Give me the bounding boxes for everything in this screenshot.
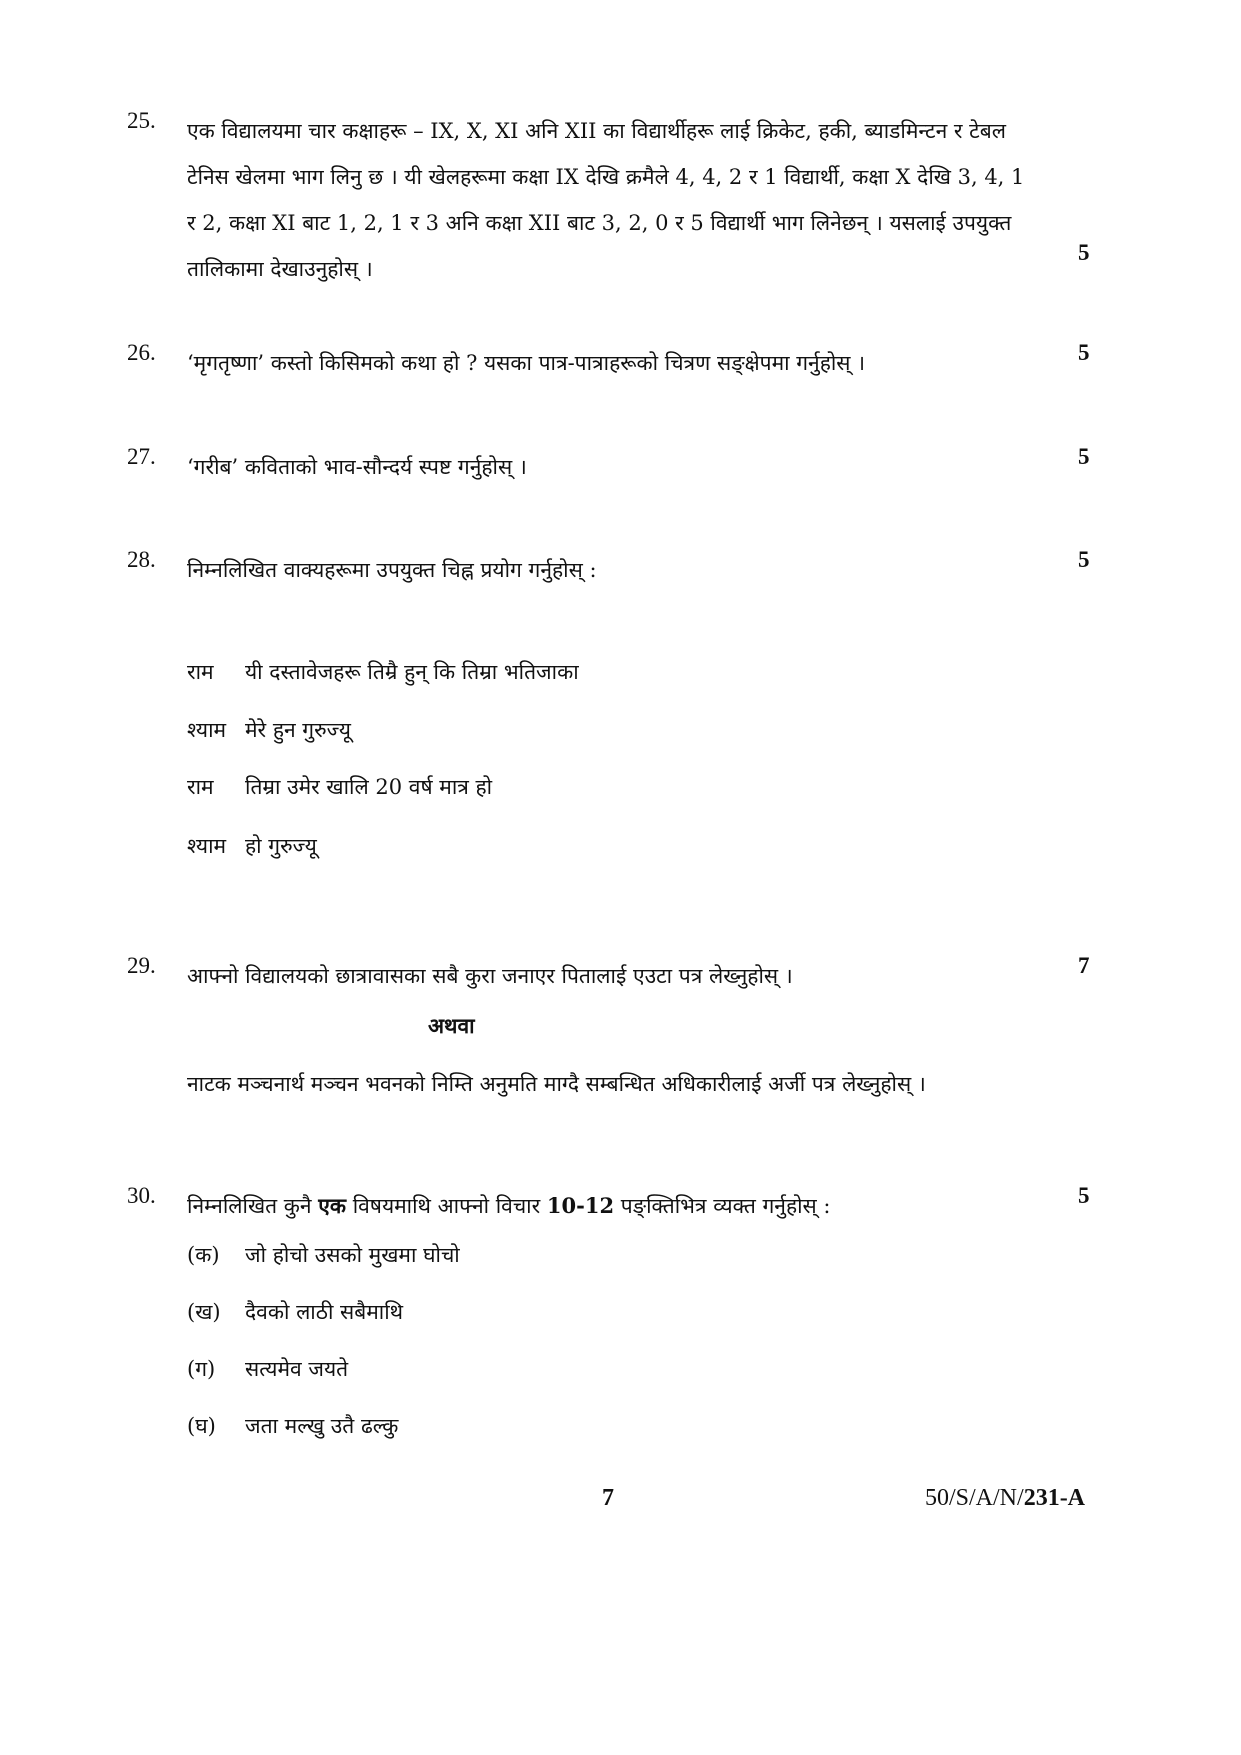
question-number: 25. (127, 108, 156, 133)
or-label: अथवा (428, 1013, 475, 1038)
question-marks: 5 (1078, 240, 1090, 265)
question-line: तालिकामा देखाउनुहोस् । (187, 257, 373, 281)
question-line: आफ्नो विद्यालयको छात्रावासका सबै कुरा जनाएर पितालाई एउटा पत्र लेख्नुहोस् । (187, 964, 793, 988)
paper-code-suffix: 231-A (1023, 1485, 1086, 1511)
dialogue-line (187, 773, 492, 801)
question-number: 27. (127, 444, 156, 469)
alternative-question: नाटक मञ्चनार्थ मञ्चन भवनको निम्ति अनुमति माग्दै सम्बन्धित अधिकारीलाई अर्जी पत्र लेख्नुहोस् । (187, 1072, 926, 1096)
question-line (187, 1183, 1067, 1229)
question-marks: 5 (1078, 547, 1090, 572)
question-number: 28. (127, 547, 156, 572)
question-line: निम्नलिखित वाक्यहरूमा उपयुक्त चिह्न प्रयोग गर्नुहोस् : (187, 558, 597, 582)
option-label: (घ) (187, 1414, 216, 1438)
option-text: सत्यमेव जयते (245, 1357, 349, 1381)
question-marks: 7 (1078, 953, 1090, 978)
dialogue-text: मेरे हुन गुरुज्यू (245, 718, 351, 742)
dialogue-speaker: श्याम (187, 718, 227, 742)
dialogue-speaker: राम (187, 775, 214, 799)
paper-code-prefix: 50/S/A/N/ (925, 1485, 1024, 1511)
page-number: 7 (602, 1485, 614, 1511)
option-label: (ख) (187, 1300, 221, 1324)
dialogue-text: तिम्रा उमेर खालि 20 वर्ष मात्र हो (245, 775, 493, 799)
dialogue-line (187, 832, 317, 860)
option-item (187, 1412, 398, 1440)
question-text-part: विषयमाथि आफ्नो विचार (352, 1194, 541, 1218)
option-text: जो होचो उसको मुखमा घोचो (245, 1243, 460, 1267)
question-text-part: पङ्क्तिभित्र व्यक्त गर्नुहोस् : (620, 1194, 831, 1218)
question-line: ‘गरीब’ कविताको भाव-सौन्दर्य स्पष्ट गर्नुहोस् । (187, 455, 527, 479)
dialogue-speaker: राम (187, 660, 214, 684)
question-text (187, 340, 1067, 386)
question-line: टेनिस खेलमा भाग लिनु छ । यी खेलहरूमा कक्षा IX देखि क्रमैले 4, 4, 2 र 1 विद्यार्थी, कक्षा X देखि 3, 4, 1 (187, 165, 1025, 189)
question-text (187, 108, 1067, 292)
question-line: ‘मृगतृष्णा’ कस्तो किसिमको कथा हो ? यसका पात्र-पात्राहरूको चित्रण सङ्क्षेपमा गर्नुहोस् । (187, 351, 866, 375)
option-item (187, 1298, 403, 1326)
dialogue-speaker: श्याम (187, 834, 227, 858)
option-label: (क) (187, 1243, 220, 1267)
dialogue-line (187, 658, 579, 686)
question-number: 29. (127, 953, 156, 978)
question-number: 26. (127, 340, 156, 365)
question-line: र 2, कक्षा XI बाट 1, 2, 1 र 3 अनि कक्षा XII बाट 3, 2, 0 र 5 विद्यार्थी भाग लिनेछन् । यसलाई उपयुक्त (187, 211, 1012, 235)
question-number: 30. (127, 1183, 156, 1208)
question-text (187, 953, 1067, 999)
question-text (187, 1183, 1067, 1229)
option-item (187, 1355, 348, 1383)
option-item (187, 1241, 460, 1269)
paper-code (925, 1485, 1085, 1512)
question-text-part: निम्नलिखित कुनै (187, 1194, 312, 1218)
question-text-emphasis: 10-12 (546, 1193, 615, 1218)
option-label: (ग) (187, 1357, 216, 1381)
question-line: एक विद्यालयमा चार कक्षाहरू – IX, X, XI अनि XII का विद्यार्थीहरू लाई क्रिकेट, हकी, ब्याडमिन्टन र टेबल (187, 119, 1006, 143)
question-marks: 5 (1078, 1183, 1090, 1208)
question-text (187, 547, 1067, 593)
question-text-emphasis: एक (318, 1193, 346, 1218)
dialogue-line (187, 716, 351, 744)
dialogue-text: यी दस्तावेजहरू तिम्रै हुन् कि तिम्रा भतिजाका (245, 660, 579, 684)
question-text (187, 444, 1067, 490)
option-text: दैवको लाठी सबैमाथि (245, 1300, 404, 1324)
question-marks: 5 (1078, 340, 1090, 365)
dialogue-text: हो गुरुज्यू (245, 834, 317, 858)
question-marks: 5 (1078, 444, 1090, 469)
option-text: जता मल्खु उतै ढल्कु (245, 1414, 399, 1438)
